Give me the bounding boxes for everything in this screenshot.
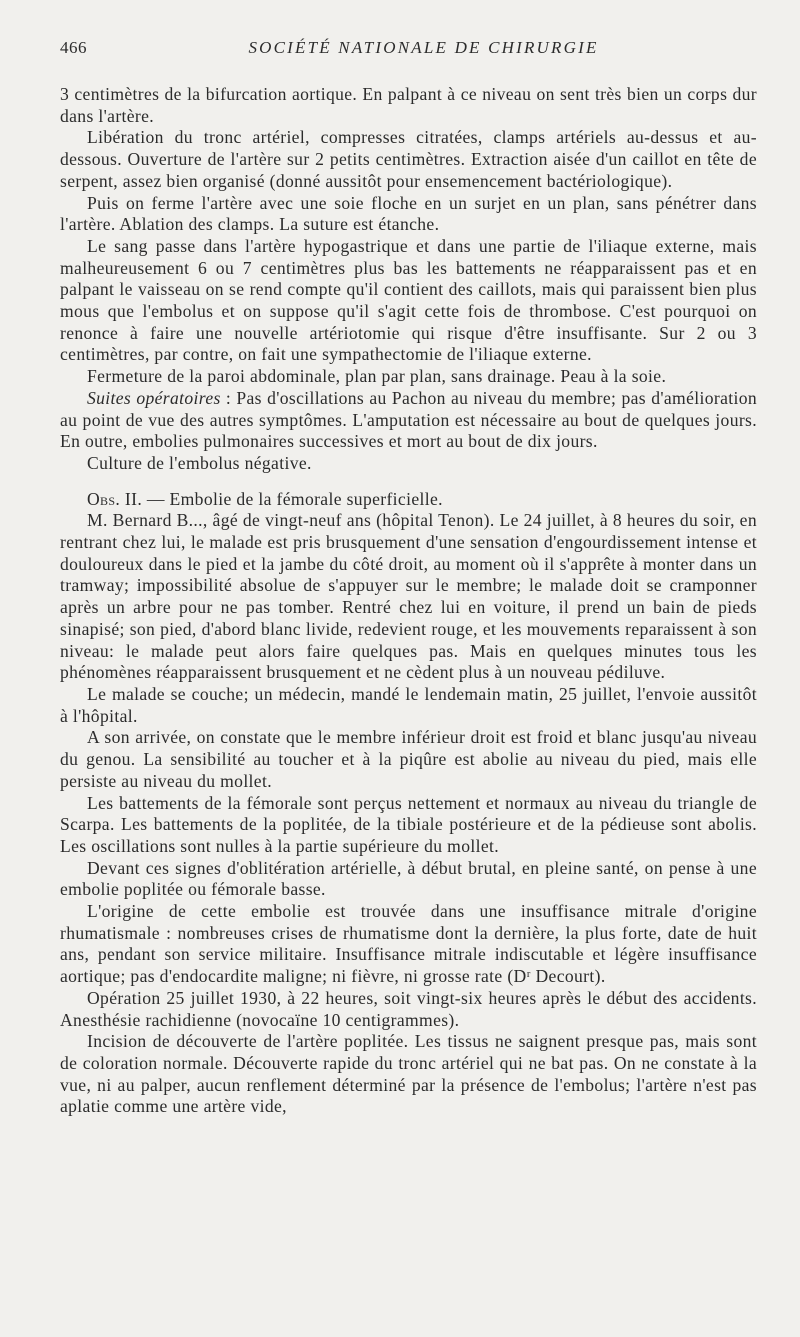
paragraph: L'origine de cette embolie est trouvée dans une insuffisance mitrale d'origine rhumatismale : nombreuses crises de rhumatisme dont la dernière, la plus forte, date de huit ans, pendant son service militaire. Insuffisance mitrale indiscutable et légère insuffisance aortique; pas d'endocardite maligne; ni fièvre, ni grosse rate (Dʳ Decourt). [60,901,757,987]
observation-heading [60,489,757,511]
observation-label: Obs. [87,488,121,509]
observation-title: II. — Embolie de la fémorale superficielle. [120,488,443,509]
paragraph: Incision de découverte de l'artère poplitée. Les tissus ne saignent presque pas, mais sont de coloration normale. Découverte rapide du tronc artériel qui ne bat pas. On ne constate à la vue, ni au palper, aucun renflement déterminé par la présence de l'embolus; l'artère n'est pas aplatie comme une artère vide, [60,1031,757,1117]
suites-label: Suites opératoires [87,387,221,408]
running-title: SOCIÉTÉ NATIONALE DE CHIRURGIE [248,38,599,57]
paragraph: M. Bernard B..., âgé de vingt-neuf ans (hôpital Tenon). Le 24 juillet, à 8 heures du soir, en rentrant chez lui, le malade est pris brusquement d'une sensation d'engourdissement intense et douloureux dans le pied et la jambe du côté droit, au moment où il s'apprête à monter dans un tramway; impossibilité absolue de s'appuyer sur le membre; le malade doit se cramponner après un arbre pour ne pas tomber. Rentré chez lui en voiture, il prend un bain de pieds sinapisé; son pied, d'abord blanc livide, redevient rouge, et les mouvements reparaissent à son niveau: le malade peut alors faire quelques pas. Mais en quelques minutes tous les phénomènes réapparaissent brusquement et ne cèdent plus à un nouveau pédiluve. [60,510,757,683]
paragraph: Les battements de la fémorale sont perçus nettement et normaux au niveau du triangle de Scarpa. Les battements de la poplitée, de la tibiale postérieure et de la pédieuse sont abolis. Les oscillations sont nulles à la partie supérieure du mollet. [60,792,757,856]
page-header [60,38,757,62]
paragraph: Le malade se couche; un médecin, mandé le lendemain matin, 25 juillet, l'envoie aussitôt à l'hôpital. [60,683,757,726]
paragraph: Le sang passe dans l'artère hypogastrique et dans une partie de l'iliaque externe, mais malheureusement 6 ou 7 centimètres plus bas les battements ne réapparaissent pas et en palpant le vaisseau on se rend compte qu'il contient des caillots, mais qui paraissent bien plus mous que l'embolus et on suppose qu'il s'agit cette fois de thrombose. C'est pourquoi on renonce à faire une nouvelle artériotomie qui risque d'être insuffisante. Sur 2 ou 3 centimètres, par contre, on fait une sympathectomie de l'iliaque externe. [60,235,757,365]
page-number: 466 [60,38,87,57]
paragraph: Opération 25 juillet 1930, à 22 heures, soit vingt-six heures après le début des accidents. Anesthésie rachidienne (novocaïne 10 centigrammes). [60,987,757,1030]
paragraph: Libération du tronc artériel, compresses citratées, clamps artériels au-dessus et au-dessous. Ouverture de l'artère sur 2 petits centimètres. Extraction aisée d'un caillot en tête de serpent, assez bien organisé (donné aussitôt pour ensemencement bactériologique). [60,127,757,191]
paragraph-suites [60,388,757,453]
paragraph: Devant ces signes d'oblitération artérielle, à début brutal, en pleine santé, on pense à une embolie poplitée ou fémorale basse. [60,857,757,900]
paragraph: Fermeture de la paroi abdominale, plan par plan, sans drainage. Peau à la soie. [87,366,667,387]
body-text [60,84,757,1118]
paragraph: Puis on ferme l'artère avec une soie floche en un surjet en un plan, sans pénétrer dans l'artère. Ablation des clamps. La suture est étanche. [60,192,757,235]
paragraph: 3 centimètres de la bifurcation aortique. En palpant à ce niveau on sent très bien un corps dur dans l'artère. [60,84,757,126]
suites-text: : Pas d'oscillations au Pachon au niveau du membre; pas d'amélioration au point de vue des autres symptômes. L'amputation est nécessaire au bout de quelques jours. En outre, embolies pulmonaires successives et mort au bout de dix jours. [60,387,758,452]
paragraph-culture: Culture de l'embolus négative. [87,452,312,473]
book-page [60,38,757,1118]
paragraph: A son arrivée, on constate que le membre inférieur droit est froid et blanc jusqu'au niveau du genou. La sensibilité au toucher et à la piqûre est abolie au niveau du pied, mais elle persiste au niveau du mollet. [60,727,757,791]
